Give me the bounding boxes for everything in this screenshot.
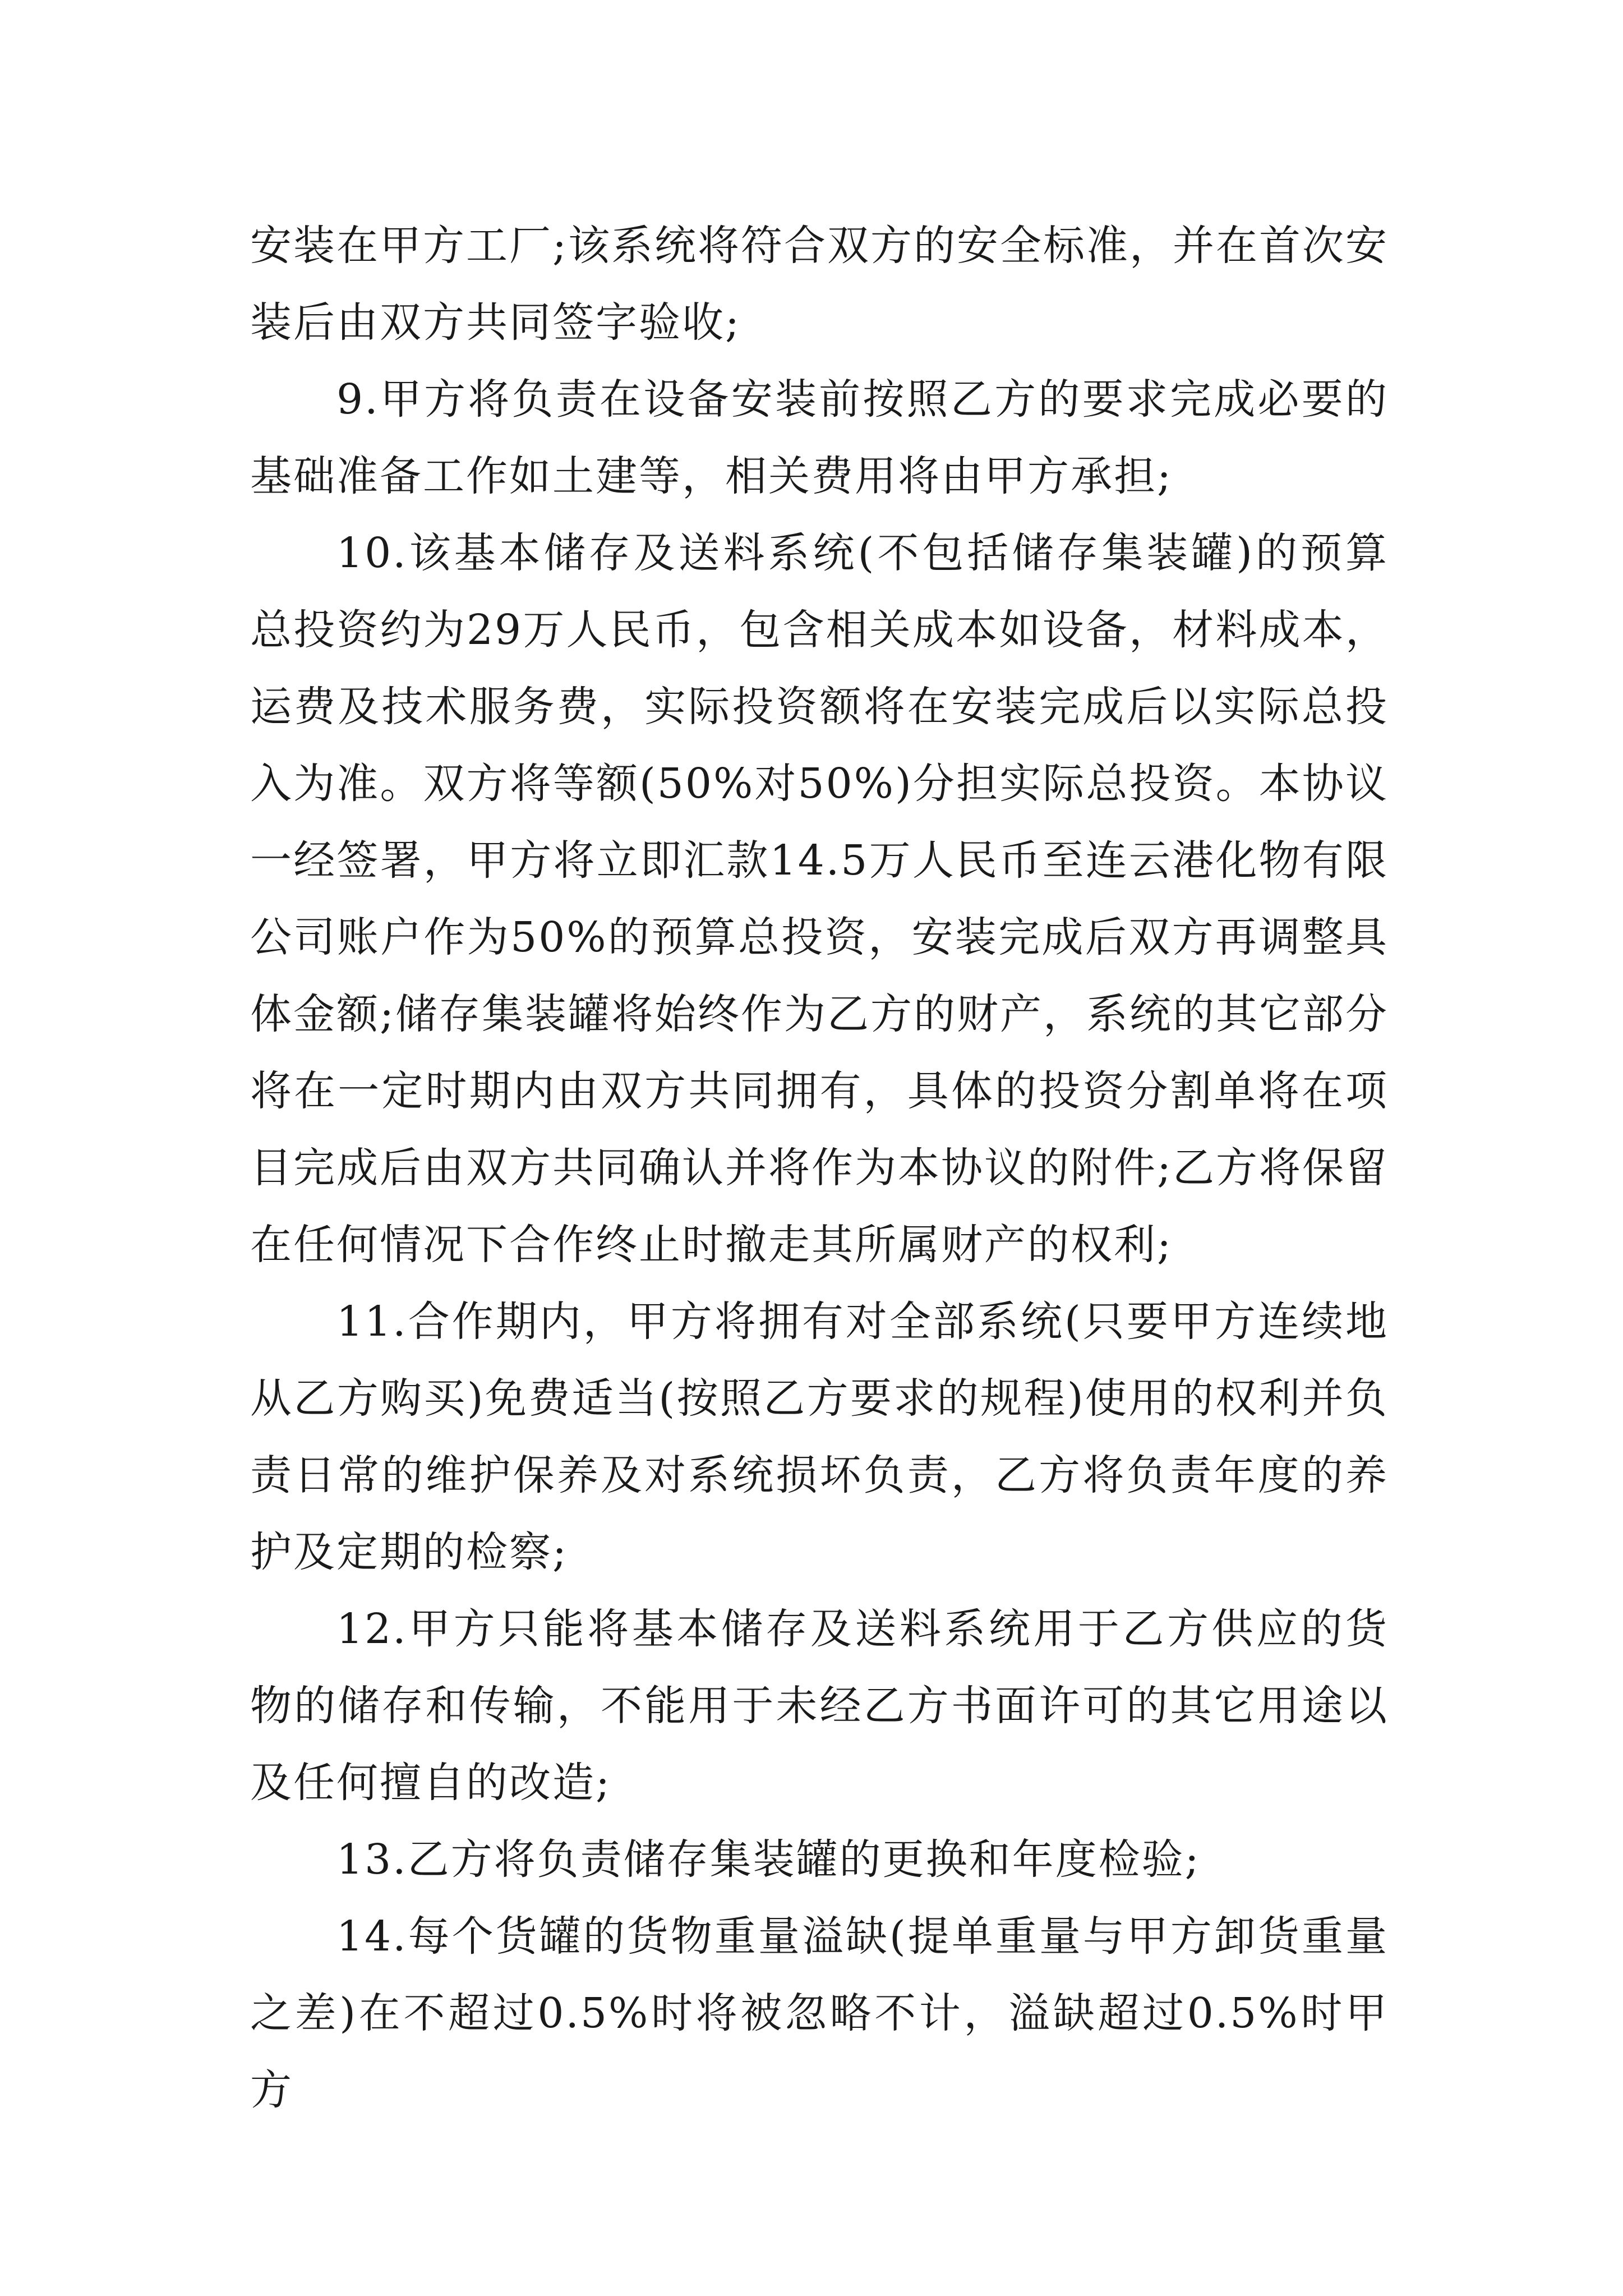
clause-10: 10.该基本储存及送料系统(不包括储存集装罐)的预算总投资约为29万人民币，包含相关成本如设备，材料成本，运费及技术服务费，实际投资额将在安装完成后以实际总投入为准。双方将等额(50%对50%)分担实际总投资。本协议一经签署，甲方将立即汇款14.5万人民币至连云港化物有限公司账户作为50%的预算总投资，安装完成后双方再调整具体金额;储存集装罐将始终作为乙方的财产，系统的其它部分将在一定时期内由双方共同拥有，具体的投资分割单将在项目完成后由双方共同确认并将作为本协议的附件;乙方将保留在任何情况下合作终止时撤走其所属财产的权利; xyxy=(250,529,1389,1269)
clause-12: 12.甲方只能将基本储存及送料系统用于乙方供应的货物的储存和传输，不能用于未经乙方书面许可的其它用途以及任何擅自的改造; xyxy=(250,1605,1389,1807)
clause-9: 9.甲方将负责在设备安装前按照乙方的要求完成必要的基础准备工作如土建等，相关费用将由甲方承担; xyxy=(250,375,1389,500)
clause-14: 14.每个货罐的货物重量溢缺(提单重量与甲方卸货重量之差)在不超过0.5%时将被忽略不计，溢缺超过0.5%时甲方 xyxy=(250,1912,1389,2114)
clause-13: 13.乙方将负责储存集装罐的更换和年度检验; xyxy=(336,1835,1201,1884)
paragraph-continuation: 安装在甲方工厂;该系统将符合双方的安全标准，并在首次安装后由双方共同签字验收; xyxy=(250,222,1389,347)
document-body xyxy=(250,208,1389,2129)
clause-11: 11.合作期内，甲方将拥有对全部系统(只要甲方连续地从乙方购买)免费适当(按照乙方要求的规程)使用的权利并负责日常的维护保养及对系统损坏负责，乙方将负责年度的养护及定期的检察; xyxy=(250,1297,1389,1576)
